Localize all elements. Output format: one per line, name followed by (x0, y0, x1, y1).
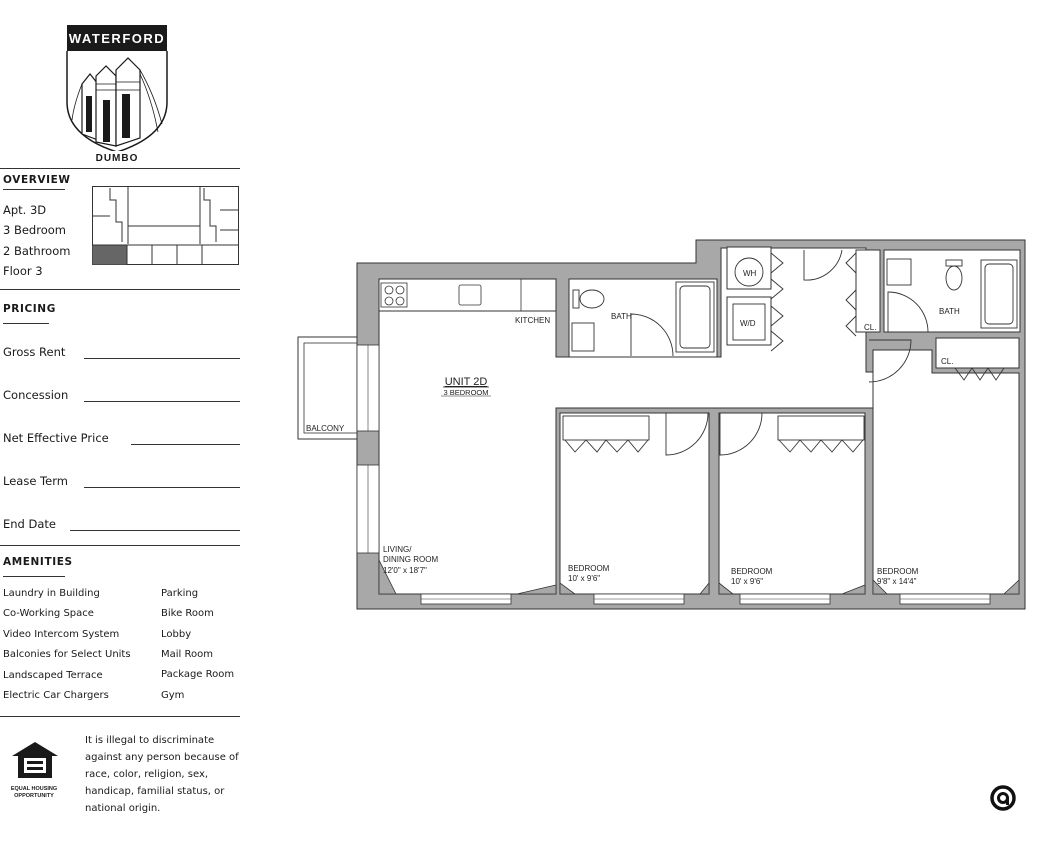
logo-neighborhood: DUMBO (95, 153, 139, 164)
room-label-bedroom: BEDROOM (877, 567, 919, 576)
amenity-item: Co-Working Space (3, 608, 94, 619)
amenity-item: Gym (161, 690, 185, 701)
unit-title: UNIT 2D (444, 376, 488, 388)
amenity-item: Lobby (161, 629, 192, 640)
sidebar (0, 0, 242, 841)
net-effective-price-field[interactable] (3, 431, 240, 447)
fill-in-line (84, 401, 240, 402)
overview-heading: OVERVIEW (3, 174, 71, 186)
fill-in-line (131, 444, 240, 445)
room-label-living: LIVING/ (383, 545, 412, 554)
fill-in-line (84, 487, 240, 488)
divider (0, 545, 240, 546)
room-dimensions: 10' x 9'6" (568, 574, 601, 583)
unit-highlight (93, 246, 127, 265)
amenity-item: Mail Room (161, 649, 213, 660)
washer-dryer-label: W/D (740, 319, 756, 328)
room-dimensions: 10' x 9'6" (731, 577, 764, 586)
field-label: Net Effective Price (3, 431, 109, 445)
bathroom-count: 2 Bathroom (3, 244, 71, 258)
water-heater-label: WH (743, 269, 757, 278)
brand-mark-icon (990, 785, 1016, 811)
room-dimensions: 9'8" x 14'4" (877, 577, 917, 586)
fill-in-line (70, 530, 240, 531)
fill-in-line (84, 358, 240, 359)
room-label-balcony: BALCONY (306, 424, 345, 433)
divider (0, 289, 240, 290)
amenity-item: Landscaped Terrace (3, 670, 103, 681)
closet-label: CL. (941, 357, 954, 366)
room-label-bath: BATH (611, 312, 632, 321)
building-key-plan (92, 186, 240, 266)
floor-number: Floor 3 (3, 264, 43, 278)
divider (0, 168, 240, 169)
amenity-item: Video Intercom System (3, 629, 120, 640)
fair-housing-statement: It is illegal to discriminate against any person because of race, color, religion, sex, handicap, familial status, or national origin. (85, 735, 239, 814)
unit-subtitle: 3 BEDROOM (443, 388, 489, 397)
amenity-item: Bike Room (161, 608, 214, 619)
room-label-dining: DINING ROOM (383, 555, 439, 564)
amenity-item: Laundry in Building (3, 588, 100, 599)
field-label: Concession (3, 388, 69, 402)
heading-underline (3, 189, 65, 190)
closet-label: CL. (864, 323, 877, 332)
room-label-kitchen: KITCHEN (515, 316, 551, 325)
field-label: Gross Rent (3, 345, 66, 359)
amenity-item: Package Room (161, 669, 235, 680)
apartment-number: Apt. 3D (3, 203, 47, 217)
amenity-item: Electric Car Chargers (3, 690, 109, 701)
logo-wordmark: WATERFORD (68, 31, 166, 46)
room-label-bedroom: BEDROOM (731, 567, 773, 576)
field-label: Lease Term (3, 474, 68, 488)
end-date-field[interactable] (3, 517, 240, 533)
heading-underline (3, 323, 49, 324)
lease-term-field[interactable] (3, 474, 240, 490)
concession-field[interactable] (3, 388, 240, 404)
amenity-item: Parking (161, 588, 199, 599)
bedroom-count: 3 Bedroom (3, 223, 66, 237)
room-dimensions: 12'0" x 18'7" (383, 566, 427, 575)
field-label: End Date (3, 517, 56, 531)
divider (0, 716, 240, 717)
room-label-bedroom: BEDROOM (568, 564, 610, 573)
pricing-heading: PRICING (3, 303, 56, 315)
room-label-bath: BATH (939, 307, 960, 316)
equal-housing-label: EQUAL HOUSING OPPORTUNITY (10, 786, 58, 799)
floor-plan (296, 238, 1030, 612)
heading-underline (3, 576, 65, 577)
gross-rent-field[interactable] (3, 345, 240, 361)
amenities-heading: AMENITIES (3, 556, 73, 568)
waterford-logo (66, 24, 168, 164)
amenity-item: Balconies for Select Units (3, 649, 131, 660)
equal-housing-icon (10, 740, 60, 782)
